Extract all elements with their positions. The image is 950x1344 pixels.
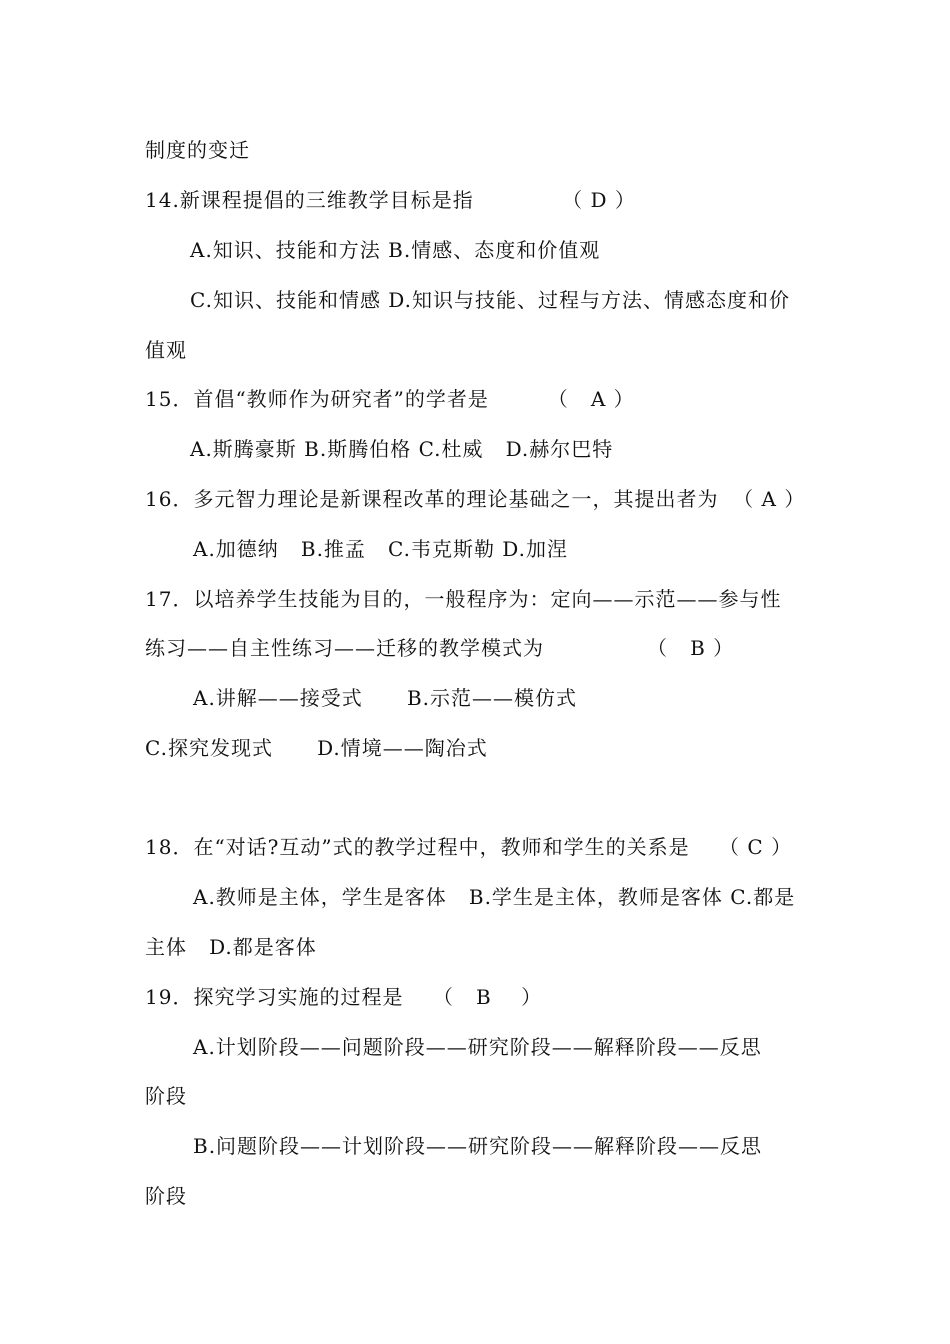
question-14-options-c-d: C.知识、技能和情感 D.知识与技能、过程与方法、情感态度和价 bbox=[190, 288, 790, 312]
question-16-options: A.加德纳 B.推孟 C.韦克斯勒 D.加涅 bbox=[193, 537, 568, 561]
question-14: 14.新课程提倡的三维教学目标是指 （ D ） bbox=[145, 188, 636, 212]
text-line: 值观 bbox=[145, 338, 187, 362]
question-16: 16．多元智力理论是新课程改革的理论基础之一，其提出者为 （ A ） bbox=[145, 487, 806, 511]
question-19-option-b: B.问题阶段——计划阶段——研究阶段——解释阶段——反思 bbox=[193, 1134, 763, 1158]
question-15: 15．首倡“教师作为研究者”的学者是 （ A ） bbox=[145, 387, 635, 411]
question-17-continued: 练习——自主性练习——迁移的教学模式为 （ B ） bbox=[145, 636, 735, 660]
question-18-options-continued: 主体 D.都是客体 bbox=[145, 935, 317, 959]
question-18: 18．在“对话?互动”式的教学过程中，教师和学生的关系是 （ C ） bbox=[145, 835, 793, 859]
question-14-options-a-b: A.知识、技能和方法 B.情感、态度和价值观 bbox=[190, 238, 601, 262]
text-line: 阶段 bbox=[145, 1184, 187, 1208]
text-line: 阶段 bbox=[145, 1084, 187, 1108]
question-17: 17．以培养学生技能为目的，一般程序为：定向——示范——参与性 bbox=[145, 587, 782, 611]
question-17-options-a-b: A.讲解——接受式 B.示范——模仿式 bbox=[193, 686, 577, 710]
question-15-options: A.斯腾豪斯 B.斯腾伯格 C.杜威 D.赫尔巴特 bbox=[190, 437, 614, 461]
question-19-option-a: A.计划阶段——问题阶段——研究阶段——解释阶段——反思 bbox=[193, 1035, 762, 1059]
question-17-options-c-d: C.探究发现式 D.情境——陶冶式 bbox=[145, 736, 488, 760]
question-19: 19．探究学习实施的过程是 （ B ） bbox=[145, 985, 543, 1009]
question-18-options: A.教师是主体，学生是客体 B.学生是主体，教师是客体 C.都是 bbox=[193, 885, 796, 909]
text-line: 制度的变迁 bbox=[145, 138, 250, 162]
